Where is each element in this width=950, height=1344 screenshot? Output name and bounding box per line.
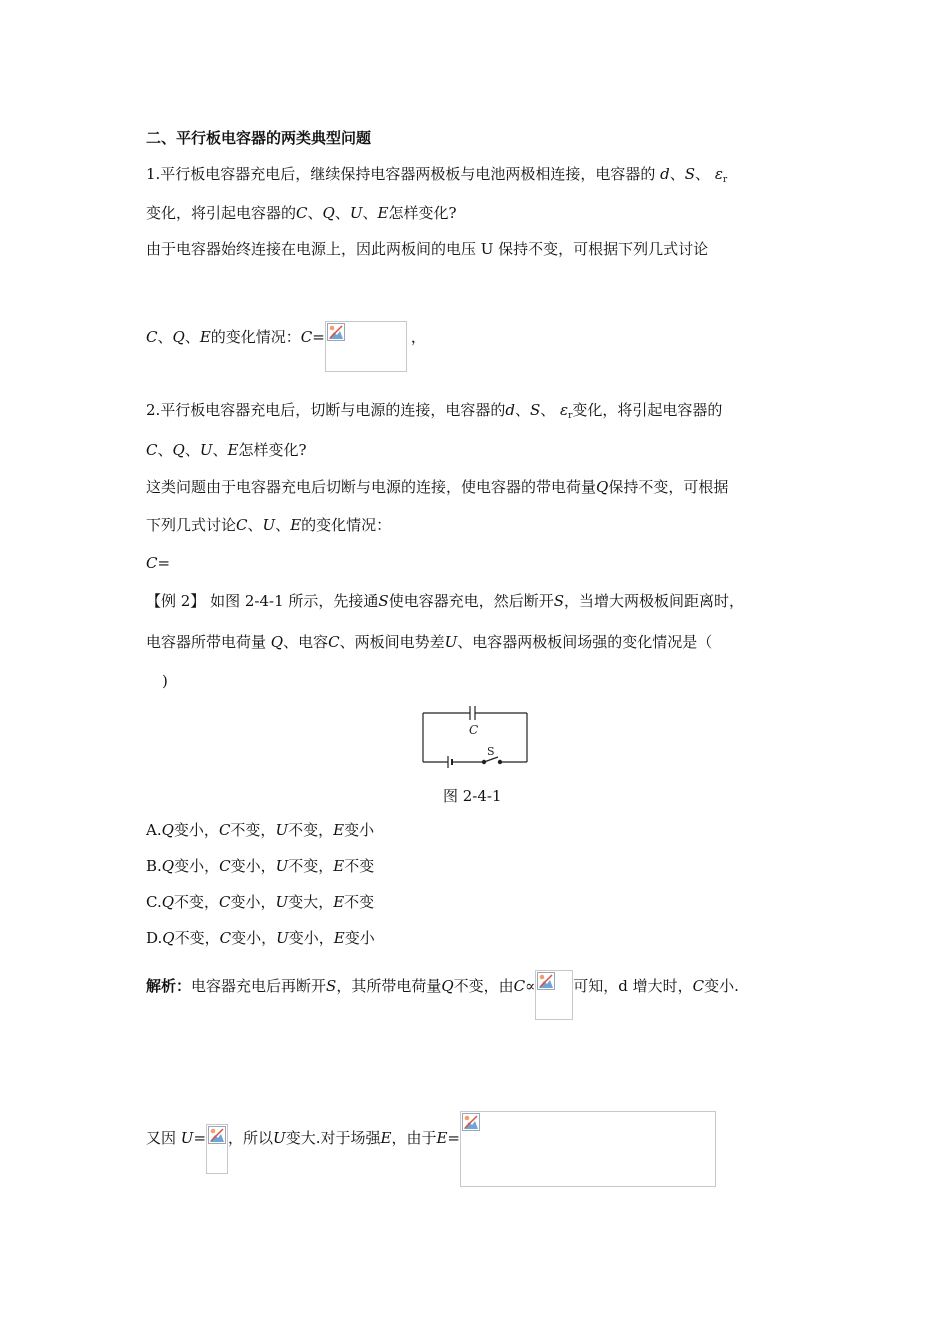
p1-line2 bbox=[146, 203, 457, 223]
option-text: 不变， bbox=[174, 893, 220, 911]
option-text: 变小， bbox=[230, 857, 276, 875]
option-letter: C. bbox=[146, 893, 162, 911]
option-text: 不变 bbox=[344, 893, 375, 911]
option-text: 变小 bbox=[344, 821, 375, 839]
text: 变化，将引起电容器的 bbox=[146, 204, 297, 222]
option-text: 不变， bbox=[288, 821, 334, 839]
text: 怎样变化? bbox=[238, 441, 307, 459]
text: 2.平行板电容器充电后，切断与电源的连接，电容器的 bbox=[146, 401, 506, 419]
var-E: E bbox=[290, 516, 302, 534]
var-C: C bbox=[692, 977, 705, 995]
option-text: 变小， bbox=[173, 821, 219, 839]
var-C: C bbox=[300, 328, 313, 346]
var-U: U bbox=[180, 1129, 194, 1147]
text: ，所以 bbox=[228, 1129, 274, 1147]
var-S: S bbox=[684, 165, 696, 183]
var-Q: Q bbox=[172, 328, 185, 346]
var-Q: Q bbox=[270, 633, 284, 651]
text: 可知，d 增大时， bbox=[573, 977, 693, 995]
var-Q: Q bbox=[161, 821, 174, 839]
text: 变化，将引起电容器的 bbox=[572, 401, 723, 419]
broken-image-icon bbox=[460, 1111, 716, 1187]
text: ，当增大两极板间距离时， bbox=[563, 592, 744, 610]
p2-line2 bbox=[146, 440, 307, 460]
var-Q: Q bbox=[596, 478, 609, 496]
equals: = bbox=[157, 554, 171, 572]
var-U: U bbox=[275, 857, 289, 875]
text: 保持不变，可根据 bbox=[608, 478, 729, 496]
var-C: C bbox=[236, 516, 248, 534]
var-S: S bbox=[553, 592, 564, 610]
var-Q: Q bbox=[161, 893, 175, 911]
var-U: U bbox=[273, 1129, 286, 1147]
var-Q: Q bbox=[322, 204, 335, 222]
var-Q: Q bbox=[172, 441, 185, 459]
option-text: 变大， bbox=[288, 893, 334, 911]
option-b bbox=[146, 856, 374, 876]
var-Q: Q bbox=[441, 977, 454, 995]
option-d bbox=[146, 928, 375, 948]
option-letter: D. bbox=[146, 929, 163, 947]
var-U: U bbox=[444, 633, 458, 651]
option-text: 变小 bbox=[344, 929, 375, 947]
option-a bbox=[146, 820, 374, 840]
text: ，由于 bbox=[391, 1129, 437, 1147]
example-tag: 【例 2】 bbox=[146, 592, 206, 610]
capacitor-label: C bbox=[469, 723, 479, 737]
sep: 、 bbox=[247, 516, 263, 534]
text: 又因 bbox=[146, 1129, 177, 1147]
figure-caption: 图 2-4-1 bbox=[443, 787, 502, 805]
text: 怎样变化? bbox=[388, 204, 457, 222]
subscript-r: r bbox=[722, 175, 728, 185]
sep: 、 bbox=[184, 441, 200, 459]
var-C: C bbox=[218, 821, 231, 839]
var-U: U bbox=[275, 893, 289, 911]
example-line2 bbox=[146, 632, 712, 652]
section-title: 二、平行板电容器的两类典型问题 bbox=[146, 129, 372, 147]
var-C: C bbox=[146, 441, 158, 459]
broken-image-icon bbox=[535, 970, 573, 1020]
text: 这类问题由于电容器充电后切断与电源的连接，使电容器的带电荷量 bbox=[146, 478, 597, 496]
analysis-line2 bbox=[146, 1128, 716, 1187]
var-epsilon: ε bbox=[714, 165, 723, 183]
var-E: E bbox=[199, 328, 211, 346]
sep: 、 bbox=[307, 204, 323, 222]
option-text: 不变， bbox=[288, 857, 334, 875]
var-S: S bbox=[378, 592, 389, 610]
var-E: E bbox=[377, 204, 389, 222]
var-E: E bbox=[333, 929, 345, 947]
option-text: 变小， bbox=[230, 893, 276, 911]
sep: 、 bbox=[157, 328, 173, 346]
var-U: U bbox=[275, 821, 289, 839]
broken-image-icon bbox=[325, 321, 407, 372]
equals: = bbox=[447, 1129, 460, 1147]
p1-line3: 由于电容器始终连接在电源上，因此两板间的电压 U 保持不变，可根据下列几式讨论 bbox=[146, 240, 709, 258]
var-Q: Q bbox=[162, 929, 175, 947]
sep: 、 bbox=[362, 204, 378, 222]
option-text: 不变， bbox=[230, 821, 276, 839]
var-Q: Q bbox=[161, 857, 175, 875]
option-text: 不变， bbox=[174, 929, 220, 947]
analysis-line1 bbox=[146, 976, 739, 1020]
sep: 、 bbox=[514, 401, 530, 419]
var-U: U bbox=[262, 516, 276, 534]
text: 下列几式讨论 bbox=[146, 516, 237, 534]
var-C: C bbox=[146, 328, 158, 346]
text: 如图 2-4-1 所示，先接通 bbox=[210, 592, 379, 610]
p1-line1 bbox=[146, 164, 727, 190]
text: 不变，由 bbox=[453, 977, 514, 995]
p2-line5 bbox=[146, 553, 170, 573]
sep: 、 bbox=[334, 204, 350, 222]
text: 变大.对于场强 bbox=[285, 1129, 381, 1147]
option-letter: A. bbox=[146, 821, 162, 839]
var-E: E bbox=[333, 893, 345, 911]
text: 变小. bbox=[704, 977, 739, 995]
sep: 、 bbox=[540, 401, 556, 419]
sep: 、 bbox=[669, 165, 685, 183]
var-E: E bbox=[436, 1129, 448, 1147]
option-text: 不变 bbox=[344, 857, 375, 875]
text: 电容器所带电荷量 bbox=[146, 633, 267, 651]
var-C: C bbox=[146, 554, 158, 572]
text: 、电容 bbox=[283, 633, 329, 651]
proportional-sign: ∝ bbox=[525, 977, 536, 995]
option-text: 变小， bbox=[288, 929, 334, 947]
var-E: E bbox=[333, 857, 345, 875]
sep: 、 bbox=[157, 441, 173, 459]
sep: 、 bbox=[695, 165, 711, 183]
sep: 、 bbox=[212, 441, 228, 459]
var-C: C bbox=[296, 204, 308, 222]
var-E: E bbox=[333, 821, 345, 839]
example-line1 bbox=[146, 591, 744, 611]
sep: 、 bbox=[275, 516, 291, 534]
p1-line4 bbox=[146, 327, 426, 372]
subscript-r: r bbox=[568, 411, 573, 421]
var-C: C bbox=[219, 857, 231, 875]
text: 、电容器两极板间场强的变化情况是（ bbox=[457, 633, 713, 651]
var-C: C bbox=[219, 929, 232, 947]
var-d: d bbox=[660, 165, 670, 183]
text: 的变化情况： bbox=[301, 516, 392, 534]
comma: ， bbox=[410, 328, 426, 346]
p1-lead: 1.平行板电容器充电后，继续保持电容器两极板与电池两极相连接，电容器的 bbox=[146, 165, 656, 183]
var-S: S bbox=[529, 401, 541, 419]
equals: = bbox=[312, 328, 325, 346]
text: 、两板间电势差 bbox=[339, 633, 445, 651]
equals: = bbox=[193, 1129, 207, 1147]
p2-line1 bbox=[146, 400, 722, 426]
sep: 、 bbox=[184, 328, 200, 346]
example-line3: ) bbox=[162, 672, 168, 690]
text: 使电容器充电，然后断开 bbox=[388, 592, 554, 610]
broken-image-icon bbox=[206, 1124, 228, 1174]
option-text: 变小， bbox=[231, 929, 277, 947]
switch-label: S bbox=[487, 745, 495, 758]
var-U: U bbox=[199, 441, 213, 459]
option-letter: B. bbox=[146, 857, 162, 875]
option-c bbox=[146, 892, 374, 912]
var-d: d bbox=[505, 401, 515, 419]
text: 电容器充电后再断开 bbox=[191, 977, 327, 995]
var-E: E bbox=[227, 441, 239, 459]
var-C: C bbox=[219, 893, 231, 911]
text: 的变化情况： bbox=[210, 328, 301, 346]
p2-line3 bbox=[146, 477, 728, 497]
circuit-diagram bbox=[418, 703, 533, 771]
analysis-label: 解析： bbox=[146, 977, 192, 995]
var-S: S bbox=[326, 977, 337, 995]
var-epsilon: ε bbox=[560, 401, 569, 419]
option-text: 变小， bbox=[174, 857, 220, 875]
var-C: C bbox=[328, 633, 340, 651]
var-U: U bbox=[349, 204, 363, 222]
text: ，其所带电荷量 bbox=[336, 977, 442, 995]
var-C: C bbox=[513, 977, 526, 995]
var-U: U bbox=[276, 929, 289, 947]
var-E: E bbox=[380, 1129, 392, 1147]
p2-line4 bbox=[146, 515, 391, 535]
